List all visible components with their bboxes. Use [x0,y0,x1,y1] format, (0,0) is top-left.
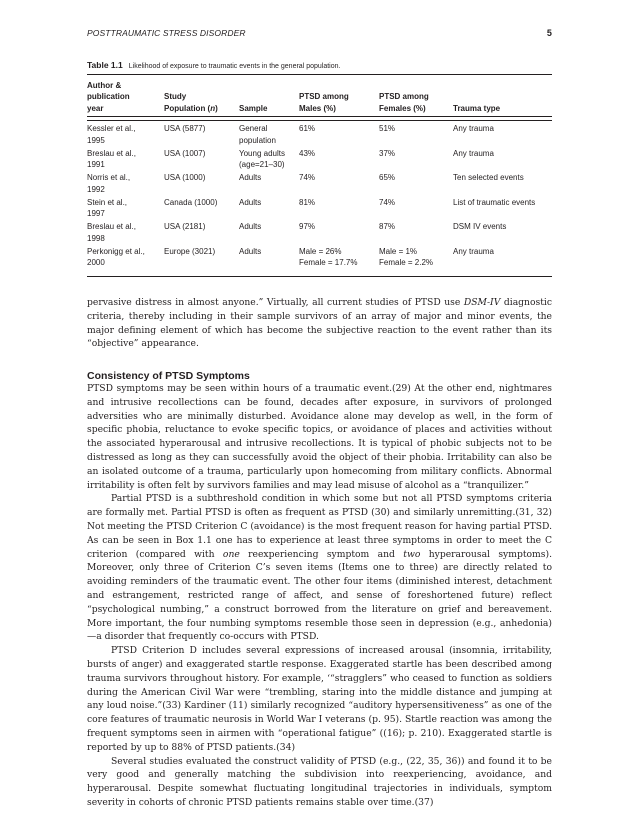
intro-paragraph: pervasive distress in almost anyone.” Virtually, all current studies of PTSD use DSM-IV diagnostic criteria, thereby including in their sample survivors of an array of major and minor events, the major defining element of which has become the subjective reaction to the event rather than its “objective” appearance. [87,297,552,350]
header-sample: Sample [239,103,268,113]
cell-females: 51% [379,124,396,133]
cell-females: 65% [379,173,396,183]
cell-sample: Adults [239,222,262,232]
cell-females: 87% [379,222,396,232]
cell-population: Europe (3021) [164,246,216,256]
table-header-row [87,75,552,114]
header-study-population: Study Population (n) [164,92,218,113]
header-ptsd-females: PTSD among Females (%) [379,92,429,113]
cell-females: 74% [379,197,396,207]
paragraph-construct-validity: Several studies evaluated the construct validity of PTSD (e.g., (22, 35, 36)) and found it to be very good and generally matching the subdivision into reexperiencing, avoidance, and hyperarousal. Despite somewhat fluctuating longitudinal trajectories in individuals, symptom severity in cohorts of chronic PTSD patients remains stable over time.(37) [87,755,552,808]
running-head-title: POSTTRAUMATIC STRESS DISORDER [87,28,246,38]
cell-trauma: DSM IV events [453,222,507,232]
header-ptsd-males: PTSD among Males (%) [299,92,349,113]
cell-population: USA (1000) [164,173,206,183]
cell-sample: Adults [239,173,262,183]
header-author: Author & publication year [87,80,130,113]
table-caption-text: Likelihood of exposure to traumatic events in the general population. [128,63,341,70]
cell-females: 37% [379,148,396,158]
cell-sample: Young adults (age=21–30) [239,148,285,170]
cell-sample: Adults [239,246,262,256]
exposure-table [87,75,552,271]
cell-trauma: Ten selected events [453,173,524,183]
header-trauma-type: Trauma type [453,103,501,113]
cell-males: 61% [299,124,316,133]
cell-males: 43% [299,148,316,158]
cell-males: Male = 26% Female = 17.7% [299,246,358,268]
running-head [87,28,552,42]
cell-sample: Adults [239,197,262,207]
cell-author: Norris et al., 1992 [87,173,131,194]
cell-trauma: Any trauma [453,124,494,133]
table-row [87,114,552,148]
paragraph-criterion-d: PTSD Criterion D includes several expressions of increased arousal (insomnia, irritability, bursts of anger) and exaggerated startle response. Exaggerated startle has been described among trauma survivors throughout history. For example, ‘“stragglers” who ceased to function as soldiers during the American Civil War were “trembling, staring into the middle distance and jumping at any loud noise.”(33) Kardiner (11) similarly recognized “auditory hypersensitiveness” as one of the core features of traumatic neurosis in World War I veterans (p. 95). Startle reaction was among the frequent symptoms seen in airmen with “operational fatigue” ((16); p. 210). Exaggerated startle is reported by up to 88% of PTSD patients.(34) [87,645,552,753]
cell-author: Kessler et al., 1995 [87,124,136,145]
table-bottom-rule [87,276,552,277]
table-row [87,148,552,173]
table-row [87,246,552,271]
section-body [87,382,552,810]
cell-author: Perkonigg et al., 2000 [87,246,145,268]
cell-author: Breslau et al., 1998 [87,222,136,243]
section-heading: Consistency of PTSD Symptoms [87,370,250,382]
cell-males: 74% [299,173,316,183]
cell-author: Stein et al., 1997 [87,197,128,219]
table-label: Table 1.1 [87,60,123,70]
table-row [87,221,552,246]
paragraph-symptoms-onset: PTSD symptoms may be seen within hours of a traumatic event.(29) At the other end, nightmares and intrusive recollections can be found, decades after exposure, in survivors of prolonged adversities who are minimally disturbed. Avoidance alone may develop as well, in the form of specific phobia, reluctance to evoke specific topics, or avoidance of places and activities without the associated hyperarousal and intrusive recollections. It is typical of phobic subjects not to be distressed as long as they can successfully avoid the object of their phobia. Irritability can also be an isolated outcome of a trauma, particularly upon homecoming from military conflicts. Abnormal irritability is often felt by survivors families and may lead misuse of alcohol as a “tranquilizer.” [87,383,552,491]
table-row [87,197,552,222]
cell-population: Canada (1000) [164,197,218,207]
cell-trauma: List of traumatic events [453,197,536,207]
paragraph-partial-ptsd: Partial PTSD is a subthreshold condition in which some but not all PTSD symptoms criteria are formally met. Partial PTSD is often as frequent as PTSD (30) and similarly unremitting.(31, 32) Not meeting the PTSD Criterion C (avoidance) is the most frequent reason for having partial PTSD. As can be seen in Box 1.1 one has to experience at least three symptoms in order to meet the C criterion (compared with one reexperiencing symptom and two hyperarousal symptoms). Moreover, only three of Criterion C’s seven items (Items one to three) are directly related to avoiding reminders of the traumatic event. The other four items (diminished interest, detachment and estrangement, restricted range of affect, and sense of foreshortened future) reflect “psychological numbing,” a construct borrowed from the literature on grief and bereavement. More important, the four numbing symptoms resemble those seen in depression (e.g., anhedonia)—a disorder that frequently co-occurs with PTSD. [87,493,552,643]
cell-females: Male = 1% Female = 2.2% [379,246,434,268]
cell-author: Breslau et al., 1991 [87,148,136,170]
cell-population: USA (1007) [164,148,206,158]
cell-trauma: Any trauma [453,148,494,158]
cell-population: USA (2181) [164,222,206,232]
cell-sample: General population [239,124,276,145]
page-number: 5 [546,28,552,38]
table-caption [87,60,557,70]
cell-males: 81% [299,197,316,207]
cell-trauma: Any trauma [453,246,494,256]
table-row [87,172,552,197]
cell-males: 97% [299,222,316,232]
cell-population: USA (5877) [164,124,206,133]
